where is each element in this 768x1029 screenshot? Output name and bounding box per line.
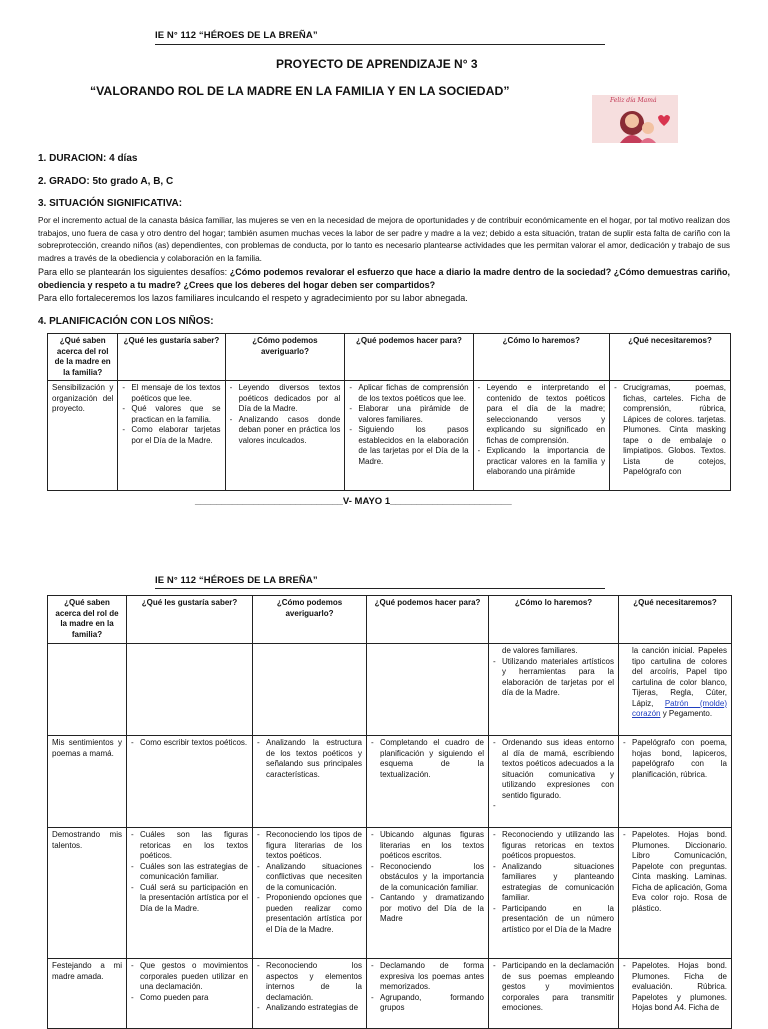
list-item: - Como elaborar tarjetas por el Día de la Madre. — [122, 425, 220, 446]
table-cell — [127, 736, 253, 828]
table-cell — [127, 959, 253, 1029]
table-cell — [118, 381, 225, 491]
header-cell: ¿Qué les gustaría saber? — [127, 596, 253, 644]
list-item: - Papelotes. Hojas bond. Plumones. Diccionario. Libro Comunicación, Papelote con preguntas. Cinta masking. Laminas. Ficha de aplicación, Goma Eva color rojo. Rosa de plástico. — [623, 830, 727, 914]
list-item: - Proponiendo opciones que pueden realizar como presentación artística por el Día de la Madre. — [257, 893, 362, 935]
list-item: - Reconociendo y utilizando las figuras retoricas en textos poéticos propuestos. — [493, 830, 614, 862]
header-cell: ¿Qué podemos hacer para? — [345, 334, 473, 381]
list-item: - Analizando casos donde deban poner en práctica los valores inculcados. — [230, 415, 341, 447]
table-cell — [253, 828, 367, 959]
header-rule-page2 — [155, 588, 605, 589]
table-row — [48, 644, 732, 736]
table-cell — [367, 736, 489, 828]
table-cell — [489, 736, 619, 828]
list-item: - Papelógrafo con poema, hojas bond, lapiceros, papelógrafo con la planificación, rúbrica. — [623, 738, 727, 780]
table-cell: Demostrando mis talentos. — [48, 828, 127, 959]
table-cell — [489, 959, 619, 1029]
header-rule — [155, 44, 605, 45]
list-item: - Cuáles son las figuras retoricas en los textos poéticos. — [131, 830, 248, 862]
list-item: - Analizando situaciones conflictivas que necesiten de la comunicación. — [257, 862, 362, 894]
table-cell: Mis sentimientos y poemas a mamá. — [48, 736, 127, 828]
list-item: - Como escribir textos poéticos. — [131, 738, 248, 749]
list-item: - Papelotes. Hojas bond. Plumones. Ficha de evaluación. Rúbrica. Papelotes y plumones. Hojas bond A4. Ficha de — [623, 961, 727, 1014]
list-item: - Participando en la presentación de un número artístico por el Día de la Madre — [493, 904, 614, 936]
list-item: - Que gestos o movimientos corporales pueden utilizar en una declamación. — [131, 961, 248, 993]
table-cell — [367, 644, 489, 736]
header-cell: ¿Qué necesitaremos? — [610, 334, 731, 381]
list-item: - Completando el cuadro de planificación y siguiendo el esquema de la textualización. — [371, 738, 484, 780]
list-item: - Elaborar una pirámide de valores familiares. — [349, 404, 468, 425]
table-cell: Sensibilización y organización del proyecto. — [48, 381, 118, 491]
planificacion-heading: 4. PLANIFICACIÓN CON LOS NIÑOS: — [38, 316, 214, 327]
materials-text: la canción inicial. Papeles tipo cartulina de colores del arcoíris, Papel tipo cartulina de color blanco, Tijeras, Regla, Cúter, Lápiz, — [632, 646, 727, 708]
header-cell: ¿Cómo lo haremos? — [473, 334, 610, 381]
table-cell — [489, 828, 619, 959]
header-cell: ¿Qué saben acerca del rol de la madre en la familia? — [48, 334, 118, 381]
school-name-page2: IE N° 112 “HÉROES DE LA BREÑA” — [155, 575, 318, 586]
table-cell — [253, 736, 367, 828]
desafios-intro: Para ello se plantearán los siguientes desafíos: — [38, 267, 230, 277]
table-row — [48, 381, 731, 491]
header-cell: ¿Cómo podemos averiguarlo? — [253, 596, 367, 644]
pattern-link[interactable]: Patrón (molde) corazón — [632, 698, 727, 718]
desafios-paragraph — [38, 266, 730, 291]
list-item: - Analizando estrategias de — [257, 1003, 362, 1014]
table-cell — [253, 644, 367, 736]
table-cell: Festejando a mi madre amada. — [48, 959, 127, 1029]
table-cell — [489, 644, 619, 736]
list-item: - Explicando la importancia de practicar valores en la familia y elaborando una pirámide — [478, 446, 606, 478]
table-cell — [48, 644, 127, 736]
logo-text: Feliz día Mamá — [610, 97, 657, 104]
page-footer: ____________________________V- MAYO 1_______________________ — [195, 496, 512, 507]
list-item: - Analizando la estructura de los textos poéticos y señalando sus principales características. — [257, 738, 362, 780]
list-continuation: de valores familiares. — [502, 646, 578, 655]
list-item: - Aplicar fichas de comprensión de los textos poéticos que lee. — [349, 383, 468, 404]
desafios-questions: ¿Cómo podemos revalorar el esfuerzo que hace a diario la madre dentro de la sociedad? ¿Cómo demuestras cariño, obediencia y respeto a tu madre? ¿Crees que los deberes del hogar deben ser compartidos? — [38, 267, 731, 290]
header-cell: ¿Qué saben acerca del rol de la madre en la familia? — [48, 596, 127, 644]
table-row — [48, 959, 732, 1029]
list-item: - Analizando situaciones familiares y planteando estrategias de comunicación familiar. — [493, 862, 614, 904]
header-cell: ¿Qué les gustaría saber? — [118, 334, 225, 381]
header-cell: ¿Cómo podemos averiguarlo? — [225, 334, 345, 381]
mothers-day-logo — [592, 95, 678, 143]
list-item: - Siguiendo los pasos establecidos en la elaboración de las tarjetas por el Día de la Madre. — [349, 425, 468, 467]
list-item: - Cuáles son las estrategias de comunicación familiar. — [131, 862, 248, 883]
list-item: - Ordenando sus ideas entorno al día de mamá, escribiendo textos poéticos adecuados a la situación comunicativa y utilizando expresiones con sentido figurado. — [493, 738, 614, 801]
table-row — [48, 828, 732, 959]
table-cell — [619, 644, 732, 736]
school-name: IE N° 112 “HÉROES DE LA BREÑA” — [155, 30, 318, 41]
table-cell — [619, 959, 732, 1029]
list-item: - Crucigramas, poemas, fichas, carteles. Ficha de comprensión, rúbrica, Lápices de colores. tarjetas. Plumones. Cinta masking tape o de embalaje o limpiatipos. Globos. Textos. Lista de cotejos, Papelógrafo con — [614, 383, 726, 478]
list-item: - Reconociendo los obstáculos y la importancia de la comunicación familiar. — [371, 862, 484, 894]
list-item: - Ubicando algunas figuras literarias en los textos poéticos escritos. — [371, 830, 484, 862]
table-cell — [253, 959, 367, 1029]
list-item: - Como pueden para — [131, 993, 248, 1004]
situacion-text: Por el incremento actual de la canasta básica familiar, las mujeres se ven en la necesidad de mejora de oportunidades y de contribuir económicamente en el hogar, por tal motivo realizan dos trabajos, uno fuera de casa y otro dentro del hogar; también asumen muchas veces la labor de ser padre y madre a la vez; debido a esta situación, tratan de suplir esta falta de cariño con la sobreprotección, creando niños (as) dependientes, con problemas de conducta, por lo tanto es necesario plantearse actividades que les permitan valorar el amor, dedicación y trabajo de sus madres a través de la obediencia y colaboración en la familia. — [38, 216, 730, 263]
table-cell — [367, 959, 489, 1029]
project-subtitle: “VALORANDO ROL DE LA MADRE EN LA FAMILIA Y EN LA SOCIEDAD” — [90, 84, 510, 98]
table-cell — [473, 381, 610, 491]
header-cell: ¿Qué podemos hacer para? — [367, 596, 489, 644]
grado: 2. GRADO: 5to grado A, B, C — [38, 176, 174, 187]
table-cell — [619, 828, 732, 959]
list-item: - Participando en la declamación de sus poemas empleando gestos y movimientos corporales para transmitir emociones. — [493, 961, 614, 1014]
table-cell — [345, 381, 473, 491]
table-header-row — [48, 596, 732, 644]
list-item: - Cuál será su participación en la presentación artística por el Día de la Madre. — [131, 883, 248, 915]
table-cell — [610, 381, 731, 491]
list-item: - Agrupando, formando grupos — [371, 993, 484, 1014]
header-cell: ¿Qué necesitaremos? — [619, 596, 732, 644]
list-item: - Declamando de forma expresiva los poemas antes memorizados. — [371, 961, 484, 993]
table-cell — [225, 381, 345, 491]
table-cell — [367, 828, 489, 959]
table-cell — [127, 828, 253, 959]
list-item: - Utilizando materiales artísticos y herramientas para la elaboración de tarjetas por el día de la Madre. — [493, 657, 614, 699]
list-item: - El mensaje de los textos poéticos que lee. — [122, 383, 220, 404]
table-cell — [619, 736, 732, 828]
table-header-row — [48, 334, 731, 381]
list-item: - Cantando y dramatizando por motivo del Día de la Madre — [371, 893, 484, 925]
planning-table-page1 — [47, 333, 731, 491]
situacion-heading: 3. SITUACIÓN SIGNIFICATIVA: — [38, 198, 183, 209]
table-row — [48, 736, 732, 828]
list-item: - Leyendo e interpretando el contenido de textos poéticos para el día de la madre; seleccionando versos y explicando su significado en fichas de comprensión. — [478, 383, 606, 446]
materials-text-end: y Pegamento. — [660, 709, 713, 718]
header-cell: ¿Cómo lo haremos? — [489, 596, 619, 644]
project-title: PROYECTO DE APRENDIZAJE N° 3 — [276, 57, 478, 71]
fortaleceremos-text: Para ello fortaleceremos los lazos familiares inculcando el respeto y agradecimiento por su labor abnegada. — [38, 293, 468, 303]
list-item: - Qué valores que se practican en la familia. — [122, 404, 220, 425]
list-item: - Leyendo diversos textos poéticos dedicados por al Día de la Madre. — [230, 383, 341, 415]
list-item: - Reconociendo los aspectos y elementos internos de la declamación. — [257, 961, 362, 1003]
planning-table-page2 — [47, 595, 732, 1029]
list-item: - Reconociendo los tipos de figura literarias de los textos poéticos. — [257, 830, 362, 862]
table-cell — [127, 644, 253, 736]
duracion: 1. DURACION: 4 días — [38, 153, 138, 164]
